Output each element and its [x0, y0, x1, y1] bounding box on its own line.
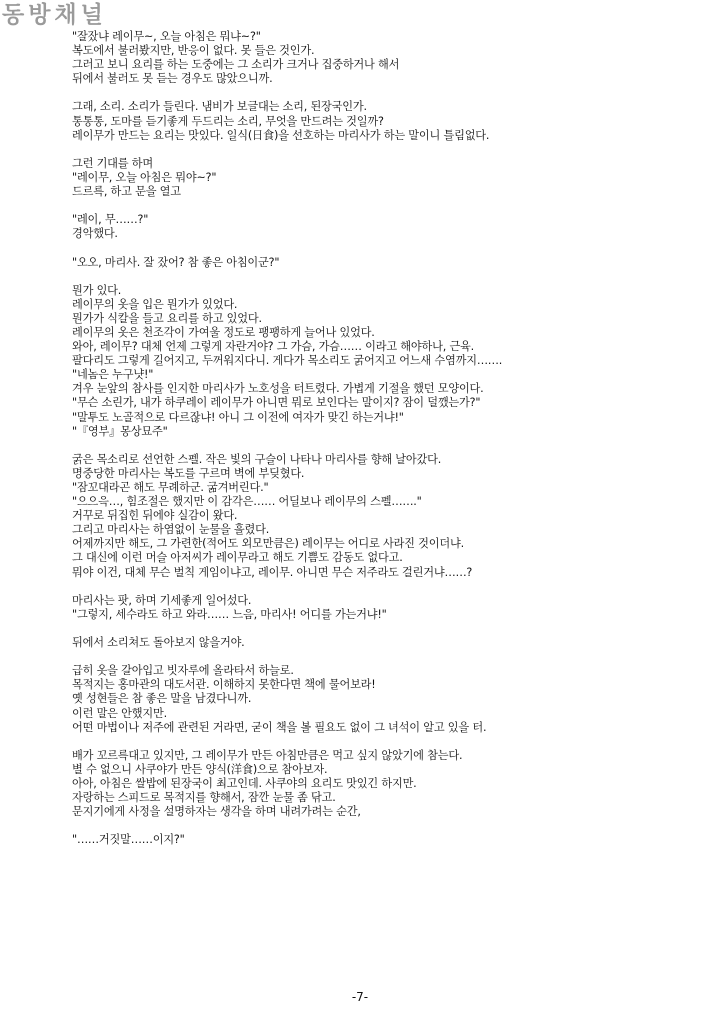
text-line: 어떤 마법이나 저주에 관련된 거라면, 굳이 책을 볼 필요도 없이 그 녀석이 알고 있을 터.: [72, 720, 487, 734]
text-line: 거꾸로 뒤집힌 뒤에야 실감이 왔다.: [72, 509, 238, 523]
text-line: 뒤에서 불러도 못 듣는 경우도 많았으니까.: [72, 72, 273, 86]
blank-line: [72, 86, 712, 100]
text-line: "레이무, 오늘 아침은 뭐야~?": [72, 170, 217, 184]
blank-line: [72, 199, 712, 213]
text-line: 굵은 목소리로 선언한 스펠. 작은 빛의 구슬이 나타나 마리사를 향해 날아갔다.: [72, 452, 442, 466]
blank-line: [72, 143, 712, 157]
text-line: 레이무의 옷은 천조각이 가여울 정도로 팽팽하게 늘어나 있었다.: [72, 325, 375, 339]
text-line: "잠꼬대라곤 해도 무례하군. 굶겨버린다.": [72, 481, 269, 494]
blank-line: [72, 650, 712, 664]
text-line: 통통통, 도마를 듣기좋게 두드리는 소리, 무엇을 만드려는 것일까?: [72, 114, 384, 128]
text-line: 아아, 아침은 쌀밥에 된장국이 최고인데. 사쿠야의 요리도 맛있긴 하지만.: [72, 776, 417, 790]
text-line: 문지기에게 사정을 설명하자는 생각을 하며 내려가려는 순간,: [72, 805, 361, 819]
text-line: "잘잤냐 레이무~, 오늘 아침은 뭐냐~?": [72, 30, 261, 43]
text-line: 레이무가 만드는 요리는 맛있다. 일식(日食)을 선호하는 마리사가 하는 말이니 틀림없다.: [72, 128, 490, 142]
text-line: 그러고 보니 요리를 하는 도중에는 그 소리가 크거나 집중하거나 해서: [72, 58, 400, 72]
text-line: 급히 옷을 갈아입고 빗자루에 올라타서 하늘로.: [72, 664, 294, 678]
text-line: "네놈은 누구냣!": [72, 368, 154, 382]
blank-line: [72, 735, 712, 749]
text-line: 별 수 없으니 사쿠야가 만든 양식(洋食)으로 참아보자.: [72, 762, 328, 776]
text-line: "무슨 소린가, 내가 하쿠레이 레이무가 아니면 뭐로 보인다는 말이지? 잠이 덜깼는가?": [72, 396, 481, 410]
blank-line: [72, 580, 712, 594]
text-line: "으으윽…, 힘조절은 했지만 이 감각은…… 어딜보나 레이무의 스펠…….": [72, 495, 422, 509]
text-line: 뭔가 있다.: [72, 283, 122, 297]
text-line: "레이, 무……?": [72, 213, 149, 227]
text-line: 복도에서 불러봤지만, 반응이 없다. 못 들은 것인가.: [72, 44, 315, 58]
blank-line: [72, 439, 712, 453]
text-line: 경악했다.: [72, 227, 118, 241]
text-line: 겨우 눈앞의 참사를 인지한 마리사가 노호성을 터트렸다. 가볍게 기절을 했던 모양이다.: [72, 382, 484, 396]
text-line: 배가 꼬르륵대고 있지만, 그 레이무가 만든 아침만큼은 먹고 싶지 않았기에 참는다.: [72, 748, 463, 762]
text-line: "오오, 마리사. 잘 잤어? 참 좋은 아침이군?": [72, 255, 280, 269]
watermark-logo: 동방채널: [2, 2, 107, 28]
text-line: 명중당한 마리사는 복도를 구르며 벽에 부딪혔다.: [72, 466, 305, 480]
blank-line: [72, 622, 712, 636]
text-line: 어제까지만 해도, 그 가련한(적어도 외모만큼은) 레이무는 어디로 사라진 것이더냐.: [72, 537, 464, 551]
blank-line: [72, 241, 712, 255]
text-line: 그리고 마리사는 하염없이 눈물을 흘렸다.: [72, 523, 270, 537]
text-line: 뭔가가 식칼을 들고 요리를 하고 있었다.: [72, 311, 262, 325]
text-line: 그래, 소리. 소리가 들린다. 냄비가 보글대는 소리, 된장국인가.: [72, 100, 367, 114]
blank-line: [72, 819, 712, 833]
text-line: 드르륵, 하고 문을 열고: [72, 185, 181, 199]
text-line: 레이무의 옷을 입은 뭔가가 있었다.: [72, 297, 238, 311]
text-line: 마리사는 팟, 하며 기세좋게 일어섰다.: [72, 593, 252, 607]
page-number: -7-: [351, 990, 369, 1004]
text-line: 자랑하는 스피드로 목적지를 향해서, 잠깐 눈물 좀 닦고.: [72, 791, 336, 805]
text-line: "말투도 노골적으로 다르잖냐! 아니 그 이전에 여자가 맞긴 하는거냐!": [72, 410, 404, 424]
text-line: 목적지는 홍마관의 대도서관. 이해하지 못한다면 책에 물어보라!: [72, 678, 376, 692]
text-line: 뒤에서 소리쳐도 돌아보지 않을거야.: [72, 636, 245, 650]
text-line: 옛 성현들은 참 좋은 말을 남겼다니까.: [72, 692, 252, 706]
text-line: 팔다리도 그렇게 길어지고, 두꺼워지다니. 게다가 목소리도 굵어지고 어느새 수염까지…….: [72, 354, 503, 368]
text-line: 이런 말은 안했지만.: [72, 706, 167, 720]
text-line: 뭐야 이건, 대체 무슨 벌칙 게임이냐고, 레이무. 아니면 무슨 저주라도 걸린거냐……?: [72, 565, 473, 579]
text-line: 그 대신에 이런 머슬 아저씨가 레이무라고 해도 기쁨도 감동도 없다고.: [72, 551, 403, 565]
text-line: 와아, 레이무? 대체 언제 그렇게 자란거야? 그 가슴, 가슴…… 이라고 해야하나, 근육.: [72, 340, 475, 354]
text-line: "『영부』몽상묘주": [72, 424, 168, 438]
text-line: "……거짓말……이지?": [72, 833, 185, 847]
blank-line: [72, 270, 712, 284]
text-line: "그렇지, 세수라도 하고 와라…… 느음, 마리사! 어디를 가는거냐!": [72, 607, 387, 621]
story-text: [72, 30, 712, 847]
text-line: 그런 기대를 하며: [72, 156, 153, 170]
